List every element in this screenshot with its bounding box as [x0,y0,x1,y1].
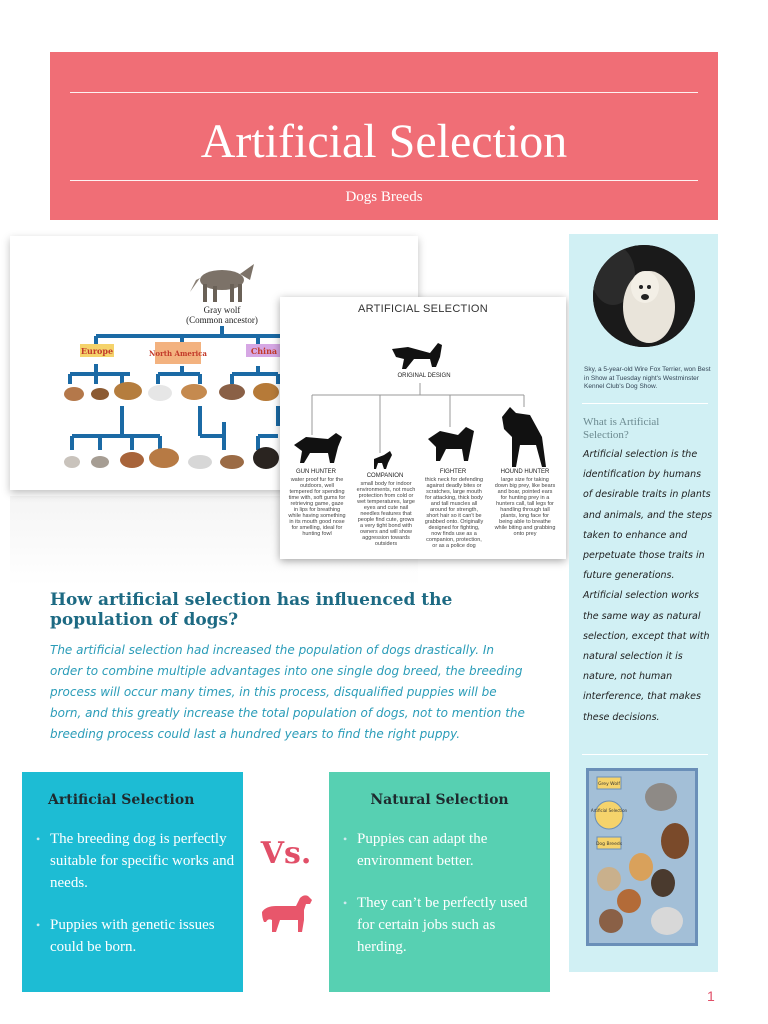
poster-illustration [589,771,695,943]
poster-label-grey-wolf: Grey Wolf [598,782,620,787]
page-subtitle: Dogs Breeds [345,189,423,205]
region-europe-label: Europe [80,346,114,356]
companion-label: COMPANION [366,473,404,479]
versus-label: Vs. [260,836,312,871]
dog-breeds-poster [586,768,698,946]
portrait-illustration [593,245,695,347]
sidebar-divider [582,754,708,755]
artificial-selection-box [22,772,243,992]
banner-bottom-rule [70,180,698,181]
list-item: • Puppies can adapt the environment better. [357,828,542,872]
natural-selection-list [339,828,542,978]
poster-label-artificial-selection: Artificial Selection [590,808,628,813]
sidebar-divider [582,403,708,404]
gun-hunter-dog-silhouette [294,433,342,463]
dog-show-portrait [593,245,695,347]
sidebar-question: What is Artificial Selection? [583,416,660,441]
hound-hunter-label: HOUND HUNTER [500,469,550,475]
gun-hunter-label: GUN HUNTER [296,469,336,475]
artificial-selection-box-title: Artificial Selection [48,792,195,808]
region-china-label: China [250,346,278,356]
natural-selection-box [329,772,550,992]
list-item: • Puppies with genetic issues could be born. [50,914,235,958]
original-design-label: ORIGINAL DESIGN [397,373,451,379]
chart-connectors [312,383,524,453]
artificial-selection-list [32,828,235,978]
natural-selection-box-title: Natural Selection [370,792,509,808]
gray-wolf-illustration [190,264,254,302]
fighter-dog-silhouette [428,427,474,461]
wolf-label-line2: (Common ancestor) [186,315,258,325]
chart-title: ARTIFICIAL SELECTION [357,303,489,315]
dog-breeds-row-2 [64,447,279,469]
hound-hunter-dog-silhouette [502,407,546,467]
companion-caption: small body for indoor environments, not much protection from cold or wet temperatures, large eyes and cute nail needles features that people find cute, grows a very tight bond with owners and will show aggression towards outsiders [356,481,416,547]
gun-hunter-caption: water proof fur for the outdoors, well tempered for spending time with, soft gums for retrieving game, gaze in lips for breathing while having something in its mouth good nose for smelling, ideal for hunting fowl [288,477,346,537]
fighter-caption: thick neck for defending against deadly bites or scratches, large mouth for attacking, thick body and tall muscles all around for strength, short hair so it can't be grabbed onto. Originally designed for fighting, now finds use as a companion, protection, or as a police dog [424,477,484,549]
list-item: • They can’t be perfectly used for certain jobs such as herding. [357,892,542,958]
dog-breeds-row-1 [64,382,279,401]
list-item: • The breeding dog is perfectly suitable for specific works and needs. [50,828,235,894]
page-title: Artificial Selection [200,115,568,168]
banner-top-rule [70,92,698,93]
wolf-label-line1: Gray wolf [203,305,241,315]
poster-label-dog-breeds: Dog Breeds [595,842,623,847]
original-design-dog-silhouette [392,343,442,369]
dog-icon [258,892,316,936]
companion-dog-silhouette [374,451,392,469]
artificial-selection-chart [280,297,566,559]
hound-hunter-caption: large size for taking down big prey, like bears and boar, pointed ears for hunting prey in a hunters call, tall legs for handling through tall plants, long face for being able to breathe while biting and grabbing onto prey [494,477,556,537]
section-body: The artificial selection had increased the population of dogs drastically. In order to combine multiple advantages into one single dog breed, the breeding process will occur many times, in this process, disqualified puppies will be born, and this greatly increase the total population of dogs, not to mention the breeding process could last a hundred years to find the right puppy. [50,643,525,741]
region-north-america-label: North America [149,349,207,358]
portrait-caption: Sky, a 5-year-old Wire Fox Terrier, won Best in Show at Tuesday night's Westminster Kennel Club's Dog Show. [584,366,711,390]
fighter-label: FIGHTER [439,469,467,475]
sidebar-definition: Artificial selection is the identification by humans of desirable traits in plants and animals, and the steps taken to enhance and perpetuate those traits in future generations. Artificial selection works the same way as natural selection, except that with natural selection it is nature, not human interference, that makes these decisions. [583,449,713,723]
page-number: 1 [707,988,715,1004]
title-banner [50,52,718,220]
section-heading: How artificial selection has influenced the population of dogs? [50,590,453,630]
